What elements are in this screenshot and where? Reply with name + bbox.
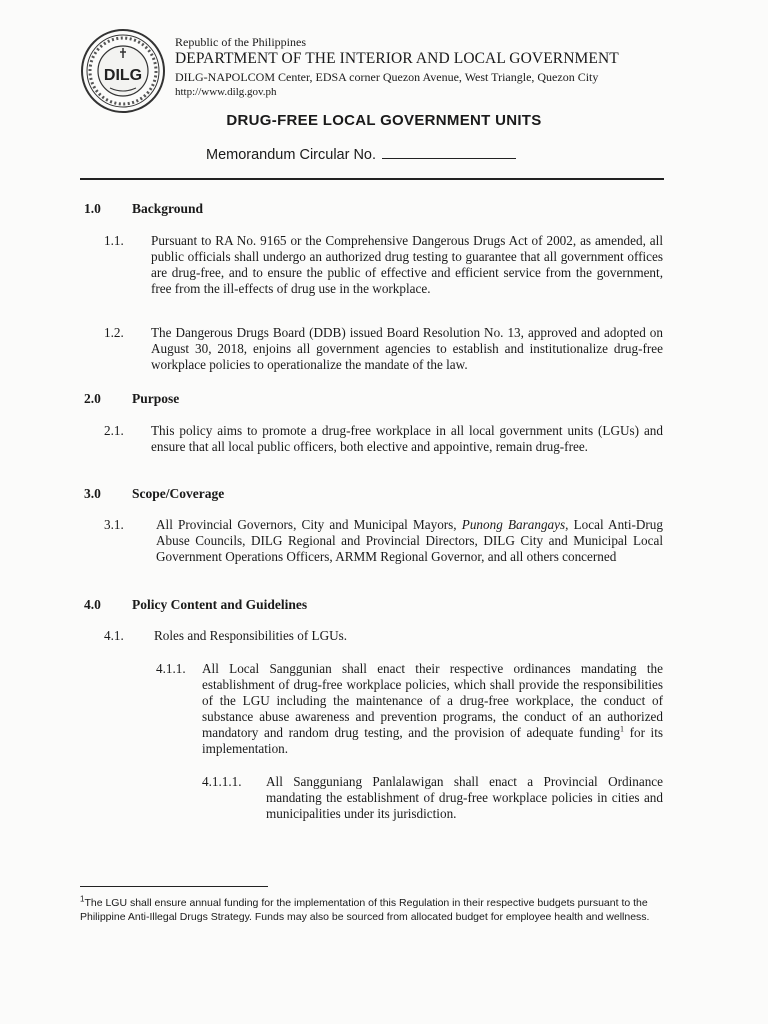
paragraph-number: 2.1. bbox=[104, 423, 124, 438]
paragraph-number: 4.1.1. bbox=[156, 661, 186, 676]
seal-lettering: DILG bbox=[103, 67, 143, 84]
section-title: Background bbox=[132, 201, 204, 216]
paragraph-text: for its implementation. bbox=[202, 725, 663, 756]
section-number: 2.0 bbox=[84, 391, 101, 406]
paragraph-4-1: Roles and Responsibilities of LGUs. bbox=[154, 628, 348, 643]
paragraph-number: 1.1. bbox=[104, 233, 124, 248]
paragraph-1-1: Pursuant to RA No. 9165 or the Comprehensive Dangerous Drugs Act of 2002, as amended, all public officials shall undergo an authorized drug testing to guarantee that all government offices are drug-free, and to ensure the public of effective and efficient service from the government, free from the ill-effects of drug use in the workplace. bbox=[151, 233, 663, 296]
section-title: Purpose bbox=[132, 391, 180, 406]
department-address: DILG-NAPOLCOM Center, EDSA corner Quezon Avenue, West Triangle, Quezon City bbox=[175, 69, 599, 84]
paragraph-text: All Provincial Governors, City and Municipal Mayors, bbox=[156, 517, 462, 532]
footnote-reference: 1 bbox=[620, 724, 624, 734]
section-number: 4.0 bbox=[84, 597, 101, 612]
memo-circular-line bbox=[206, 146, 516, 163]
department-name: DEPARTMENT OF THE INTERIOR AND LOCAL GOVERNMENT bbox=[175, 50, 619, 67]
footnote-text: The LGU shall ensure annual funding for the implementation of this Regulation in their respective budgets pursuant to the Philippine Anti-Illegal Drugs Strategy. Funds may also be sourced from allocated budget for employee health and wellness. bbox=[80, 897, 650, 923]
footnote bbox=[80, 896, 650, 924]
section-title: Policy Content and Guidelines bbox=[132, 597, 308, 612]
paragraph-2-1: This policy aims to promote a drug-free workplace in all local government units (LGUs) and ensure that all local public officers, both elective and appointive, remain drug-free. bbox=[151, 423, 663, 454]
paragraph-number: 1.2. bbox=[104, 325, 124, 340]
paragraph-number: 3.1. bbox=[104, 517, 124, 532]
paragraph-4-1-1 bbox=[202, 661, 663, 757]
republic-line: Republic of the Philippines bbox=[175, 35, 306, 49]
department-website: http://www.dilg.gov.ph bbox=[175, 85, 277, 98]
memo-number-blank bbox=[382, 146, 516, 159]
paragraph-number: 4.1. bbox=[104, 628, 124, 643]
paragraph-number: 4.1.1.1. bbox=[202, 774, 242, 789]
footnote-marker: 1 bbox=[80, 894, 85, 904]
section-number: 1.0 bbox=[84, 201, 101, 216]
paragraph-text: , Local Anti-Drug Abuse Councils, DILG Regional and Provincial Directors, DILG City and Municipal Local Government Operations Officers, ARMM Regional Governor, and all others concerned bbox=[156, 517, 663, 564]
paragraph-1-2: The Dangerous Drugs Board (DDB) issued Board Resolution No. 13, approved and adopted on August 30, 2018, enjoins all government agencies to establish and institutionalize drug-free workplace policies to operationalize the mandate of the law. bbox=[151, 325, 663, 372]
section-title: Scope/Coverage bbox=[132, 486, 225, 501]
footnote-divider bbox=[80, 886, 268, 887]
memo-circular-label: Memorandum Circular No. bbox=[206, 147, 377, 163]
section-number: 3.0 bbox=[84, 486, 101, 501]
paragraph-4-1-1-1: All Sangguniang Panlalawigan shall enact a Provincial Ordinance mandating the establishment of drug-free workplace policies in cities and municipalities under its jurisdiction. bbox=[266, 774, 663, 821]
document-title: DRUG-FREE LOCAL GOVERNMENT UNITS bbox=[226, 112, 542, 129]
letterhead bbox=[175, 36, 735, 98]
dilg-seal-logo bbox=[80, 28, 166, 114]
italic-term: Punong Barangays bbox=[461, 517, 566, 532]
paragraph-text: All Local Sanggunian shall enact their respective ordinances mandating the establishment of drug-free workplace policies, which shall provide the responsibilities of the LGU including the maintenance of a drug-free workplace, the conduct of substance abuse awareness and prevention programs, the conduct of an authorized mandatory and random drug testing, and the provision of adequate funding bbox=[202, 661, 663, 740]
paragraph-3-1 bbox=[156, 517, 663, 565]
header-divider bbox=[80, 178, 664, 180]
